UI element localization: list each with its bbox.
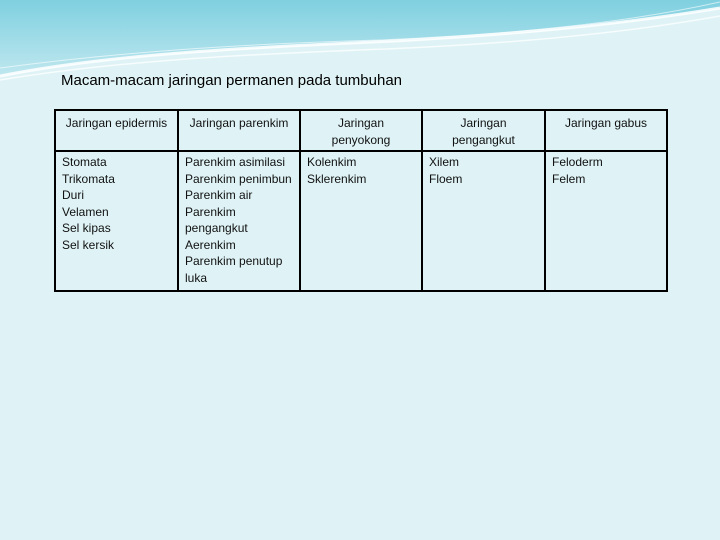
- cell-pengangkut-list: [422, 151, 545, 291]
- list-item: Trikomata: [62, 171, 115, 186]
- list-item: Sel kipas: [62, 221, 111, 235]
- list-item: Sklerenkim: [307, 171, 367, 186]
- list-item: Parenkim air: [185, 188, 253, 202]
- list-item: Xilem: [429, 155, 460, 169]
- list-item: Parenkim pengangkut: [185, 204, 248, 235]
- header-gabus: Jaringan gabus: [545, 110, 667, 151]
- header-epidermis: Jaringan epidermis: [55, 110, 178, 151]
- list-item: Duri: [62, 188, 85, 202]
- cell-penyokong-list: [300, 151, 422, 291]
- list-item: Aerenkim: [185, 237, 236, 252]
- list-item: Parenkim asimilasi: [185, 155, 286, 169]
- list-item: Feloderm: [552, 155, 603, 169]
- list-item: Felem: [552, 171, 586, 186]
- header-parenkim: Jaringan parenkim: [178, 110, 300, 151]
- table-header-row: [55, 110, 667, 151]
- list-item: Parenkim penutup luka: [185, 254, 283, 285]
- cell-epidermis-list: [55, 151, 178, 291]
- header-penyokong: Jaringan penyokong: [300, 110, 422, 151]
- tissue-table: [54, 109, 668, 292]
- list-item: Kolenkim: [307, 155, 357, 169]
- list-item: Stomata: [62, 155, 107, 169]
- list-item: Floem: [429, 171, 463, 186]
- page-title: Macam-macam jaringan permanen pada tumbuhan: [61, 72, 403, 89]
- list-item: Sel kersik: [62, 237, 115, 252]
- header-pengangkut: Jaringan pengangkut: [422, 110, 545, 151]
- list-item: Parenkim penimbun: [185, 171, 292, 186]
- table-row: [55, 151, 667, 291]
- cell-parenkim-list: [178, 151, 300, 291]
- cell-gabus-list: [545, 151, 667, 291]
- list-item: Velamen: [62, 204, 109, 219]
